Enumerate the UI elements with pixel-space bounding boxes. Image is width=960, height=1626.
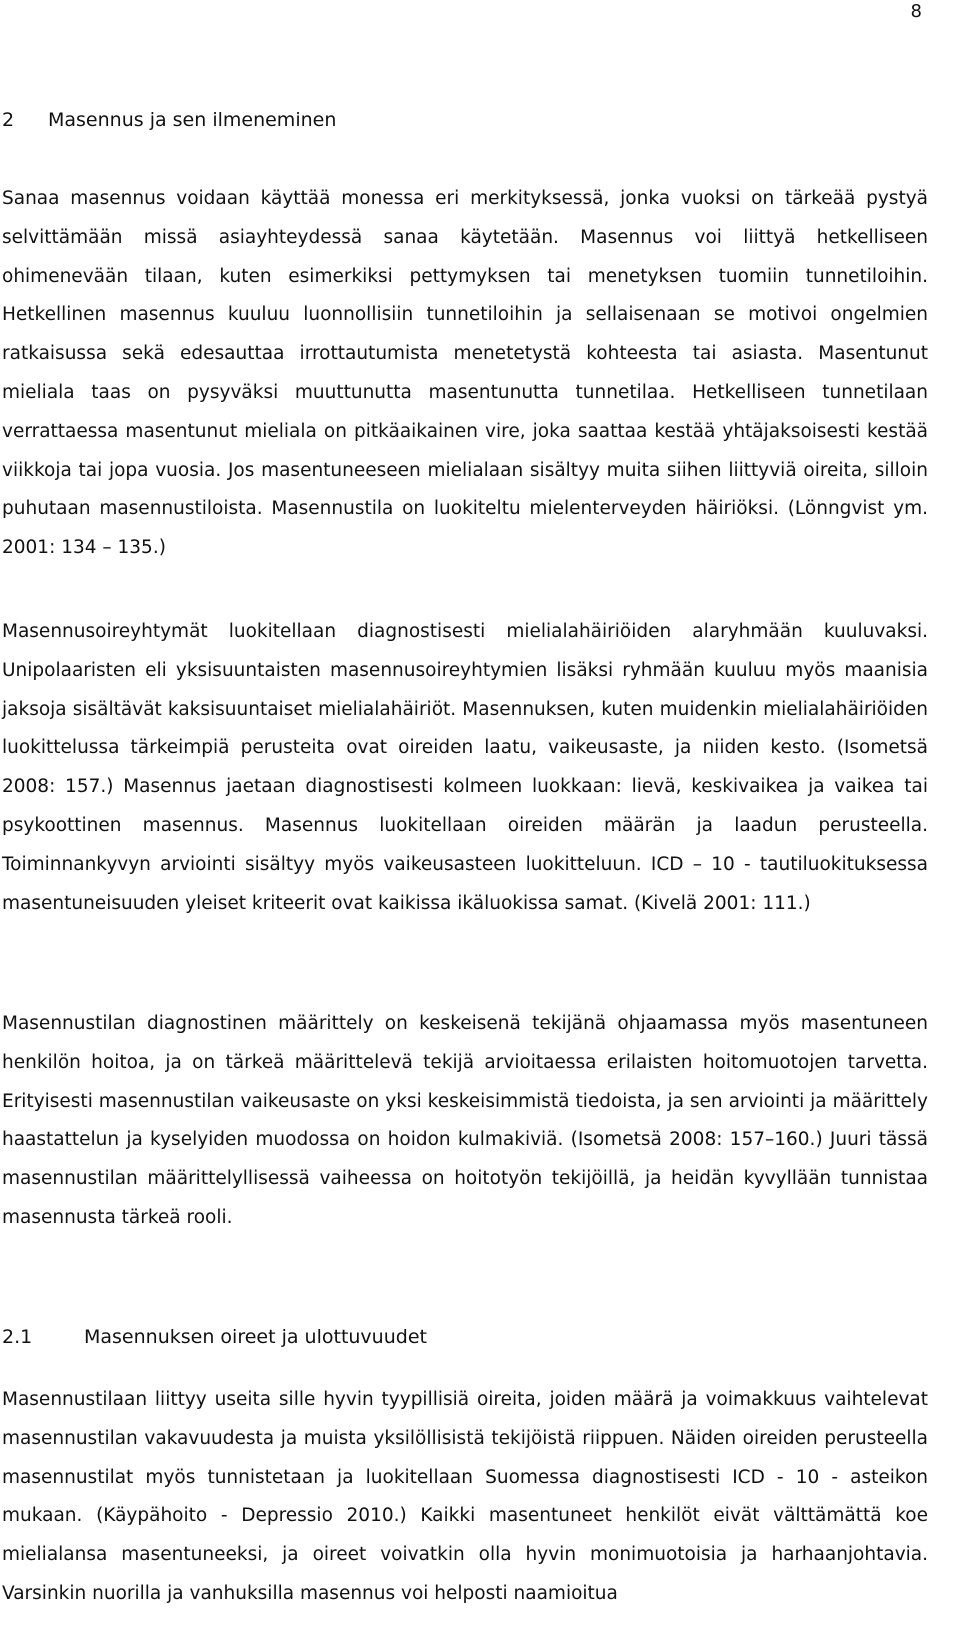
- subsection-title: Masennuksen oireet ja ulottuvuudet: [84, 1326, 427, 1348]
- paragraph-2: Masennusoireyhtymät luokitellaan diagnostisesti mielialahäiriöiden alaryhmään kuuluvaksi. Unipolaaristen eli yksisuuntaisten masennusoireyhtymien lisäksi ryhmään kuuluu myös maanisia jaksoja sisältävät kaksisuuntaiset mielialahäiriöt. Masennuksen, kuten muidenkin mielialahäiriöiden luokittelussa tärkeimpiä perusteita ovat oireiden laatu, vaikeusaste, ja niiden kesto. (Isometsä 2008: 157.) Masennus jaetaan diagnostisesti kolmeen luokkaan: lievä, keskivaikea ja vaikea tai psykoottinen masennus. Masennus luokitellaan oireiden määrän ja laadun perusteella. Toiminnankyvyn arviointi sisältyy myös vaikeusasteen luokitteluun. ICD – 10 - tautiluokituksessa masentuneisuuden yleiset kriteerit ovat kaikissa ikäluokissa samat. (Kivelä 2001: 111.): [2, 621, 928, 914]
- paragraph-1: Sanaa masennus voidaan käyttää monessa eri merkityksessä, jonka vuoksi on tärkeää pystyä selvittämään missä asiayhteydessä sanaa käytetään. Masennus voi liittyä hetkelliseen ohimenevään tilaan, kuten esimerkiksi pettymyksen tai menetyksen tuomiin tunnetiloihin. Hetkellinen masennus kuuluu luonnollisiin tunnetiloihin ja sellaisenaan se motivoi ongelmien ratkaisussa sekä edesauttaa irrottautumista menetetystä kohteesta tai asiasta. Masentunut mieliala taas on pysyväksi muuttunutta masentunutta tunnetilaa. Hetkelliseen tunnetilaan verrattaessa masentunut mieliala on pitkäaikainen vire, joka saattaa kestää yhtäjaksoisesti kestää viikkoja tai jopa vuosia. Jos masentuneeseen mielialaan sisältyy muita siihen liittyviä oireita, silloin puhutaan masennustiloista. Masennustila on luokiteltu mielenterveyden häiriöksi. (Lönngvist ym. 2001: 134 – 135.): [2, 188, 928, 559]
- section-number: 2: [2, 109, 15, 131]
- subsection-paragraph: Masennustilaan liittyy useita sille hyvin tyypillisiä oireita, joiden määrä ja voimakkuus vaihtelevat masennustilan vakavuudesta ja muista yksilöllisistä tekijöistä riippuen. Näiden oireiden perusteella masennustilat myös tunnistetaan ja luokitellaan Suomessa diagnostisesti ICD - 10 - asteikon mukaan. (Käypähoito - Depressio 2010.) Kaikki masentuneet henkilöt eivät välttämättä koe mielialansa masentuneeksi, ja oireet voivatkin olla hyvin monimuotoisia ja harhaanjohtavia. Varsinkin nuorilla ja vanhuksilla masennus voi helposti naamioitua: [2, 1389, 928, 1604]
- subsection-heading: [2, 1325, 427, 1349]
- paragraph-3: Masennustilan diagnostinen määrittely on keskeisenä tekijänä ohjaamassa myös masentuneen henkilön hoitoa, ja on tärkeä määrittelevä tekijä arvioitaessa erilaisten hoitomuotojen tarvetta. Erityisesti masennustilan vaikeusaste on yksi keskeisimmistä tiedoista, ja sen arviointi ja määrittely haastattelun ja kyselyiden muodossa on hoidon kulmakiviä. (Isometsä 2008: 157–160.) Juuri tässä masennustilan määrittelyllisessä vaiheessa on hoitotyön tekijöillä, ja heidän kyvyllään tunnistaa masennusta tärkeä rooli.: [2, 1013, 928, 1228]
- section-heading: [2, 108, 336, 132]
- subsection-number: 2.1: [2, 1326, 33, 1348]
- section-title: Masennus ja sen ilmeneminen: [48, 109, 337, 131]
- page-number: 8: [910, 1, 922, 22]
